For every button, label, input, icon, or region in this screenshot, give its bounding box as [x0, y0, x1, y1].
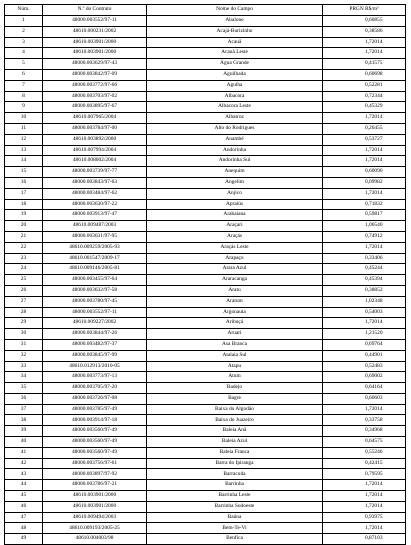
cell-campo: Baleia Azul — [147, 437, 323, 448]
cell-contrato: 48000.003629/97-43 — [43, 59, 147, 70]
cell-num: 32 — [5, 350, 43, 361]
cell-campo: Atapu — [147, 361, 323, 372]
cell-num: 39 — [5, 426, 43, 437]
table-row — [5, 242, 406, 253]
table-row — [5, 361, 406, 372]
cell-num: 23 — [5, 253, 43, 264]
cell-campo: Acauã — [147, 37, 323, 48]
cell-pgrn: 0,87103 — [323, 534, 406, 545]
cell-contrato: 48000.003843/97-63 — [43, 177, 147, 188]
cell-campo: Barra do Ipiranga — [147, 458, 323, 469]
header-pgrn: PRGN R$/m³ — [323, 5, 406, 16]
cell-campo: Aratu — [147, 285, 323, 296]
cell-num: 44 — [5, 480, 43, 491]
cell-contrato: 48000.003632/97-58 — [43, 285, 147, 296]
table-row — [5, 523, 406, 534]
cell-num: 18 — [5, 199, 43, 210]
cell-pgrn: 0,74912 — [323, 231, 406, 242]
cell-contrato: 48000.003484/97-62 — [43, 188, 147, 199]
cell-contrato: 48000.003786/97-21 — [43, 480, 147, 491]
table-row — [5, 91, 406, 102]
cell-pgrn: 0,53727 — [323, 134, 406, 145]
cell-num: 20 — [5, 221, 43, 232]
table-row — [5, 221, 406, 232]
table-row — [5, 188, 406, 199]
table-row — [5, 447, 406, 458]
cell-num: 43 — [5, 469, 43, 480]
cell-num: 15 — [5, 167, 43, 178]
cell-campo: Aguilhada — [147, 69, 323, 80]
cell-contrato: 48000.003914/97-18 — [43, 415, 147, 426]
cell-pgrn: 0,71832 — [323, 199, 406, 210]
cell-campo: Bagre — [147, 393, 323, 404]
cell-contrato: 48000.003552/97-11 — [43, 16, 147, 27]
header-num: Núm. — [5, 5, 43, 16]
cell-num: 40 — [5, 437, 43, 448]
table-row — [5, 339, 406, 350]
cell-contrato: 48000.003631/97-95 — [43, 231, 147, 242]
cell-contrato: 48000.003552/97-11 — [43, 307, 147, 318]
cell-pgrn: 1,72014 — [323, 242, 406, 253]
cell-num: 9 — [5, 102, 43, 113]
cell-contrato: 48000.003785/97-49 — [43, 404, 147, 415]
cell-campo: Andorinha Sul — [147, 156, 323, 167]
table-row — [5, 102, 406, 113]
cell-campo: Barrinha Leste — [147, 491, 323, 502]
table-row — [5, 458, 406, 469]
cell-contrato: 48000.003560/97-49 — [43, 447, 147, 458]
cell-campo: Apraiús — [147, 199, 323, 210]
table-row — [5, 350, 406, 361]
cell-pgrn: 0,45244 — [323, 264, 406, 275]
cell-pgrn: 0,60698 — [323, 69, 406, 80]
cell-contrato: 48610.009227/2002 — [43, 318, 147, 329]
table-row — [5, 253, 406, 264]
cell-contrato: 48000.003844/97-26 — [43, 329, 147, 340]
table-row — [5, 307, 406, 318]
cell-pgrn: 0,60855 — [323, 16, 406, 27]
cell-pgrn: 1,21520 — [323, 329, 406, 340]
cell-campo: Benfica — [147, 534, 323, 545]
cell-pgrn: 0,54003 — [323, 307, 406, 318]
cell-campo: Acajá-Burizinho — [147, 26, 323, 37]
cell-pgrn: 0,41575 — [323, 59, 406, 70]
table-row — [5, 134, 406, 145]
cell-campo: Baixa do Juazeiro — [147, 415, 323, 426]
cell-campo: Aruari — [147, 329, 323, 340]
cell-num: 29 — [5, 318, 43, 329]
table-row — [5, 264, 406, 275]
cell-pgrn: 1,72014 — [323, 113, 406, 124]
table-row — [5, 329, 406, 340]
table-row — [5, 383, 406, 394]
cell-num: 26 — [5, 285, 43, 296]
table-row — [5, 512, 406, 523]
cell-contrato: 48610.000231/2002 — [43, 26, 147, 37]
cell-campo: Água Grande — [147, 59, 323, 70]
cell-pgrn: 0,93975 — [323, 512, 406, 523]
cell-campo: Acauã Leste — [147, 48, 323, 59]
table-row — [5, 37, 406, 48]
cell-campo: Araçás Leste — [147, 242, 323, 253]
cell-pgrn: 1,72014 — [323, 188, 406, 199]
cell-pgrn: 0,45394 — [323, 275, 406, 286]
cell-pgrn: 1,72014 — [323, 145, 406, 156]
cell-pgrn: 0,38852 — [323, 285, 406, 296]
cell-num: 31 — [5, 339, 43, 350]
cell-num: 28 — [5, 307, 43, 318]
cell-num: 4 — [5, 48, 43, 59]
table-row — [5, 275, 406, 286]
table-row — [5, 231, 406, 242]
table-row — [5, 113, 406, 124]
cell-campo: Atum — [147, 372, 323, 383]
cell-campo: Albatroz — [147, 113, 323, 124]
cell-num: 8 — [5, 91, 43, 102]
cell-pgrn: 1,72014 — [323, 480, 406, 491]
cell-contrato: 48610.009487/2003 — [43, 221, 147, 232]
cell-campo: Asa Branca — [147, 339, 323, 350]
table-row — [5, 437, 406, 448]
cell-num: 22 — [5, 242, 43, 253]
table-row — [5, 210, 406, 221]
cell-contrato: 48000.003739/97-77 — [43, 167, 147, 178]
cell-campo: Anjico — [147, 188, 323, 199]
table-row — [5, 199, 406, 210]
cell-contrato: 48610.012913/2010-05 — [43, 361, 147, 372]
cell-pgrn: 0,60090 — [323, 167, 406, 178]
document-page — [4, 4, 405, 545]
table-row — [5, 123, 406, 134]
cell-num: 42 — [5, 458, 43, 469]
cell-contrato: 48610.003901/2000 — [43, 48, 147, 59]
cell-pgrn: 0,69002 — [323, 372, 406, 383]
cell-campo: Alto do Rodrigues — [147, 123, 323, 134]
cell-campo: Albacora Leste — [147, 102, 323, 113]
cell-contrato: 48000.003630/97-22 — [43, 199, 147, 210]
cell-pgrn: 0,09982 — [323, 177, 406, 188]
cell-num: 48 — [5, 523, 43, 534]
cell-pgrn: 0,55246 — [323, 447, 406, 458]
cell-pgrn: 0,64575 — [323, 437, 406, 448]
cell-num: 38 — [5, 415, 43, 426]
table-row — [5, 426, 406, 437]
cell-pgrn: 0,64164 — [323, 383, 406, 394]
cell-campo: Baixa do Algodão — [147, 404, 323, 415]
cell-campo: Barrinha Sudoeste — [147, 501, 323, 512]
cell-pgrn: 1,72014 — [323, 501, 406, 512]
cell-contrato: 48000.003455/97-64 — [43, 275, 147, 286]
cell-pgrn: 0,34968 — [323, 426, 406, 437]
cell-num: 17 — [5, 188, 43, 199]
cell-pgrn: 1,72014 — [323, 404, 406, 415]
cell-num: 46 — [5, 501, 43, 512]
cell-contrato: 48000.003726/97-08 — [43, 393, 147, 404]
cell-pgrn: 0,59817 — [323, 210, 406, 221]
cell-pgrn: 0,72344 — [323, 91, 406, 102]
cell-pgrn: 0,33406 — [323, 253, 406, 264]
cell-contrato: 48000.003560/97-49 — [43, 426, 147, 437]
cell-pgrn: 0,38586 — [323, 26, 406, 37]
cell-campo: Anequim — [147, 167, 323, 178]
header-contrato: N.º do Contrato — [43, 5, 147, 16]
cell-pgrn: 1,72014 — [323, 48, 406, 59]
cell-num: 24 — [5, 264, 43, 275]
cell-contrato: 48610.003901/2000 — [43, 37, 147, 48]
cell-contrato: 48000.003895/97-67 — [43, 102, 147, 113]
cell-num: 33 — [5, 361, 43, 372]
cell-contrato: 48610.003892/2000 — [43, 134, 147, 145]
cell-num: 19 — [5, 210, 43, 221]
table-row — [5, 393, 406, 404]
cell-contrato: 48000.003842/97-09 — [43, 69, 147, 80]
cell-num: 1 — [5, 16, 43, 27]
pgrn-table — [4, 4, 406, 545]
cell-num: 30 — [5, 329, 43, 340]
cell-campo: Atalaia Sul — [147, 350, 323, 361]
cell-pgrn: 1,02348 — [323, 296, 406, 307]
table-row — [5, 285, 406, 296]
cell-num: 34 — [5, 372, 43, 383]
cell-campo: Angelim — [147, 177, 323, 188]
table-row — [5, 491, 406, 502]
table-row — [5, 318, 406, 329]
cell-pgrn: 0,45329 — [323, 102, 406, 113]
table-row — [5, 404, 406, 415]
header-row — [5, 5, 406, 16]
cell-contrato: 48610.004003/98 — [43, 534, 147, 545]
cell-campo: Arabaiana — [147, 210, 323, 221]
cell-contrato: 48000.003845/97-99 — [43, 350, 147, 361]
cell-pgrn: 0,26455 — [323, 123, 406, 134]
cell-num: 2 — [5, 26, 43, 37]
table-row — [5, 480, 406, 491]
cell-pgrn: 1,72014 — [323, 318, 406, 329]
cell-contrato: 48000.003703/97-02 — [43, 91, 147, 102]
table-row — [5, 415, 406, 426]
cell-pgrn: 1,72014 — [323, 156, 406, 167]
table-row — [5, 59, 406, 70]
cell-contrato: 48000.003913/97-47 — [43, 210, 147, 221]
cell-num: 16 — [5, 177, 43, 188]
cell-num: 6 — [5, 69, 43, 80]
cell-num: 14 — [5, 156, 43, 167]
cell-num: 3 — [5, 37, 43, 48]
cell-num: 25 — [5, 275, 43, 286]
cell-contrato: 48610.009146/2005-81 — [43, 264, 147, 275]
table-row — [5, 80, 406, 91]
cell-campo: Bem-Te-Vi — [147, 523, 323, 534]
cell-num: 5 — [5, 59, 43, 70]
cell-contrato: 48000.003897/97-92 — [43, 469, 147, 480]
cell-num: 35 — [5, 383, 43, 394]
cell-pgrn: 0,42415 — [323, 458, 406, 469]
cell-contrato: 48610.003901/2000 — [43, 501, 147, 512]
table-row — [5, 26, 406, 37]
cell-contrato: 48610.008002/2004 — [43, 156, 147, 167]
cell-contrato: 48610.009193/2005-25 — [43, 523, 147, 534]
cell-num: 21 — [5, 231, 43, 242]
cell-campo: Arara Azul — [147, 264, 323, 275]
cell-num: 7 — [5, 80, 43, 91]
cell-campo: Badejo — [147, 383, 323, 394]
cell-campo: Agulha — [147, 80, 323, 91]
cell-pgrn: 0,69764 — [323, 339, 406, 350]
cell-campo: Baleia Anã — [147, 426, 323, 437]
cell-campo: Arapaçu — [147, 253, 323, 264]
cell-contrato: 48000.003772/97-66 — [43, 80, 147, 91]
cell-campo: Andorinha — [147, 145, 323, 156]
cell-campo: Anambé — [147, 134, 323, 145]
cell-contrato: 48000.003560/97-49 — [43, 437, 147, 448]
cell-pgrn: 0,60603 — [323, 393, 406, 404]
table-row — [5, 469, 406, 480]
table-row — [5, 296, 406, 307]
cell-num: 49 — [5, 534, 43, 545]
cell-num: 47 — [5, 512, 43, 523]
table-row — [5, 48, 406, 59]
table-row — [5, 177, 406, 188]
cell-num: 27 — [5, 296, 43, 307]
table-row — [5, 69, 406, 80]
table-row — [5, 156, 406, 167]
table-row — [5, 372, 406, 383]
cell-contrato: 48610.007965/2004 — [43, 113, 147, 124]
cell-num: 45 — [5, 491, 43, 502]
cell-campo: Baúna — [147, 512, 323, 523]
cell-pgrn: 1,72014 — [323, 523, 406, 534]
cell-campo: Abalone — [147, 16, 323, 27]
cell-campo: Baleia Franca — [147, 447, 323, 458]
cell-contrato: 48000.003705/97-20 — [43, 383, 147, 394]
cell-contrato: 48000.003784/97-00 — [43, 123, 147, 134]
cell-contrato: 48000.003780/97-45 — [43, 296, 147, 307]
cell-pgrn: 1,72014 — [323, 491, 406, 502]
cell-contrato: 48610.009494/2003 — [43, 512, 147, 523]
cell-campo: Araçás — [147, 231, 323, 242]
cell-pgrn: 0,33758 — [323, 415, 406, 426]
cell-num: 36 — [5, 393, 43, 404]
cell-pgrn: 0,44901 — [323, 350, 406, 361]
cell-campo: Albacora — [147, 91, 323, 102]
cell-campo: Barracuda — [147, 469, 323, 480]
cell-campo: Barrinha — [147, 480, 323, 491]
cell-contrato: 48610.007994/2004 — [43, 145, 147, 156]
cell-contrato: 48000.003482/97-37 — [43, 339, 147, 350]
cell-contrato: 48000.003756/97-61 — [43, 458, 147, 469]
cell-pgrn: 0,52281 — [323, 80, 406, 91]
cell-num: 13 — [5, 145, 43, 156]
table-body — [5, 16, 406, 545]
table-row — [5, 534, 406, 545]
table-row — [5, 501, 406, 512]
cell-pgrn: 1,72014 — [323, 37, 406, 48]
table-row — [5, 16, 406, 27]
cell-num: 10 — [5, 113, 43, 124]
cell-num: 12 — [5, 134, 43, 145]
cell-campo: Araracanga — [147, 275, 323, 286]
table-row — [5, 167, 406, 178]
cell-contrato: 48610.003901/2000 — [43, 491, 147, 502]
cell-num: 11 — [5, 123, 43, 134]
cell-contrato: 48610.009259/2005-93 — [43, 242, 147, 253]
cell-num: 37 — [5, 404, 43, 415]
cell-contrato: 48610.001547/2009-17 — [43, 253, 147, 264]
cell-num: 41 — [5, 447, 43, 458]
cell-campo: Araçari — [147, 221, 323, 232]
cell-campo: Aribuçá — [147, 318, 323, 329]
table-row — [5, 145, 406, 156]
cell-campo: Aratum — [147, 296, 323, 307]
cell-campo: Argonauta — [147, 307, 323, 318]
cell-pgrn: 0,52483 — [323, 361, 406, 372]
header-campo: Nome do Campo — [147, 5, 323, 16]
cell-pgrn: 1,06540 — [323, 221, 406, 232]
cell-contrato: 48000.003773/97-13 — [43, 372, 147, 383]
cell-pgrn: 0,79595 — [323, 469, 406, 480]
